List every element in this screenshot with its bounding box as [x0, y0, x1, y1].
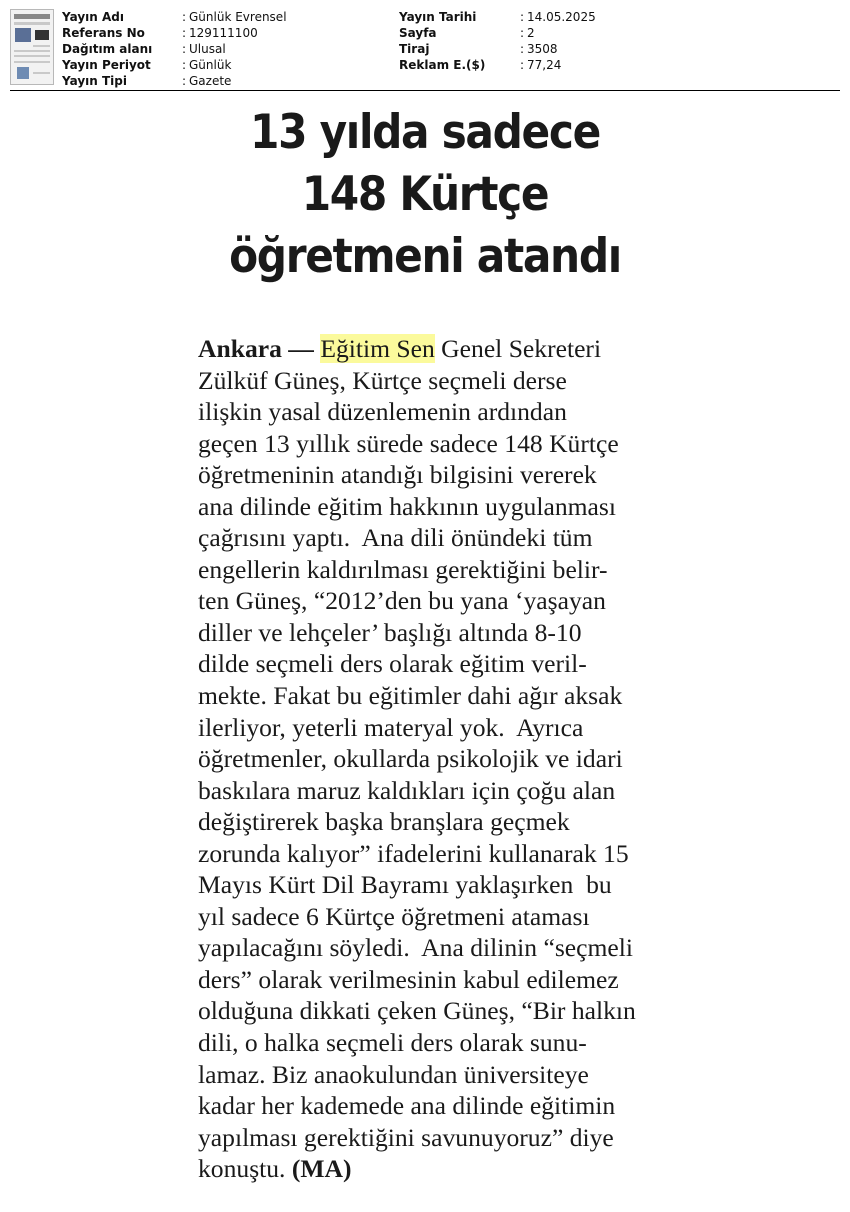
article-line: çağrısını yaptı. Ana dili önündeki tüm — [198, 523, 593, 553]
meta-row: Yayın Adı : Günlük Evrensel — [62, 10, 287, 24]
header-divider — [10, 90, 840, 91]
dateline: Ankara — — [198, 334, 314, 363]
article-body — [198, 333, 668, 1185]
meta-row: Reklam E.($) : 77,24 — [399, 58, 562, 72]
meta-row: Yayın Tipi : Gazete — [62, 74, 232, 88]
meta-row: Referans No : 129111100 — [62, 26, 258, 40]
article-line: öğretmeninin atandığı bilgisini vererek — [198, 460, 597, 490]
headline-line: öğretmeni atandı — [229, 229, 621, 284]
meta-label: Yayın Tarihi — [399, 10, 477, 24]
article-text: Genel Sekreteri — [434, 334, 602, 363]
article-line: lamaz. Biz anaokulundan üniversiteye — [198, 1059, 589, 1089]
article-line: yapılması gerektiğini savunuyoruz” diye — [198, 1122, 614, 1152]
article-line: dili, o halka seçmeli ders olarak sunu- — [198, 1028, 587, 1058]
article-line: yapılacağını söyledi. Ana dilinin “seçmeli — [198, 933, 633, 963]
meta-value: Ulusal — [189, 42, 226, 56]
meta-row: Sayfa : 2 — [399, 26, 535, 40]
article-line: Zülküf Güneş, Kürtçe seçmeli derse — [198, 365, 567, 395]
article-line: ilişkin yasal düzenlemenin ardından — [198, 397, 567, 427]
meta-label: Sayfa — [399, 26, 437, 40]
article-line: yıl sadece 6 Kürtçe öğretmeni ataması — [198, 901, 590, 931]
headline-line: 13 yılda sadece — [250, 105, 600, 160]
article-line — [198, 333, 668, 365]
article-line: Mayıs Kürt Dil Bayramı yaklaşırken bu — [198, 870, 612, 900]
meta-value: Günlük Evrensel — [189, 10, 287, 24]
article-line: zorunda kalıyor” ifadelerini kullanarak 15 — [198, 838, 629, 868]
meta-value: 2 — [527, 26, 535, 40]
article-line: ten Güneş, “2012’den bu yana ‘yaşayan — [198, 586, 606, 616]
meta-value: 77,24 — [527, 58, 562, 72]
meta-label: Dağıtım alanı — [62, 42, 153, 56]
meta-label: Tiraj — [399, 42, 430, 56]
highlighted-term: Eğitim Sen — [320, 334, 435, 363]
meta-value: Günlük — [189, 58, 232, 72]
meta-label: Yayın Periyot — [62, 58, 151, 72]
article-line: engellerin kaldırılması gerektiğini belir- — [198, 554, 608, 584]
meta-value: Gazete — [189, 74, 232, 88]
signature: (MA) — [291, 1154, 352, 1184]
article-line: ilerliyor, yeterli materyal yok. Ayrıca — [198, 712, 584, 742]
article-line: baskılara maruz kaldıkları için çoğu alan — [198, 775, 616, 805]
meta-row: Tiraj : 3508 — [399, 42, 558, 56]
meta-label: Yayın Tipi — [62, 74, 127, 88]
meta-row: Yayın Periyot : Günlük — [62, 58, 232, 72]
meta-value: 129111100 — [189, 26, 258, 40]
meta-label: Referans No — [62, 26, 145, 40]
article-line: öğretmenler, okullarda psikolojik ve idari — [198, 744, 623, 774]
article-line: ana dilinde eğitim hakkının uygulanması — [198, 491, 616, 521]
article-line: diller ve lehçeler’ başlığı altında 8-10 — [198, 617, 582, 647]
meta-label: Yayın Adı — [62, 10, 124, 24]
article-line: ders” olarak verilmesinin kabul edilemez — [198, 964, 619, 994]
meta-right-block — [399, 9, 596, 73]
meta-value: 3508 — [527, 42, 558, 56]
headline-line: 148 Kürtçe — [301, 167, 549, 222]
article-text: konuştu. — [198, 1154, 292, 1184]
article-line: değiştirerek başka branşlara geçmek — [198, 807, 570, 837]
article-line: dilde seçmeli ders olarak eğitim veril- — [198, 649, 587, 679]
article-line — [198, 1153, 668, 1185]
meta-row: Yayın Tarihi : 14.05.2025 — [399, 10, 596, 24]
article-line: olduğuna dikkati çeken Güneş, “Bir halkın — [198, 996, 636, 1026]
page-thumbnail — [10, 9, 54, 85]
meta-left-block — [62, 9, 287, 89]
meta-label: Reklam E.($) — [399, 58, 486, 72]
meta-row: Dağıtım alanı : Ulusal — [62, 42, 226, 56]
article-line: kadar her kademede ana dilinde eğitimin — [198, 1091, 616, 1121]
article-line: mekte. Fakat bu eğitimler dahi ağır aksak — [198, 681, 623, 711]
article-headline — [200, 102, 650, 288]
meta-value: 14.05.2025 — [527, 10, 596, 24]
article-line: geçen 13 yıllık sürede sadece 148 Kürtçe — [198, 428, 619, 458]
